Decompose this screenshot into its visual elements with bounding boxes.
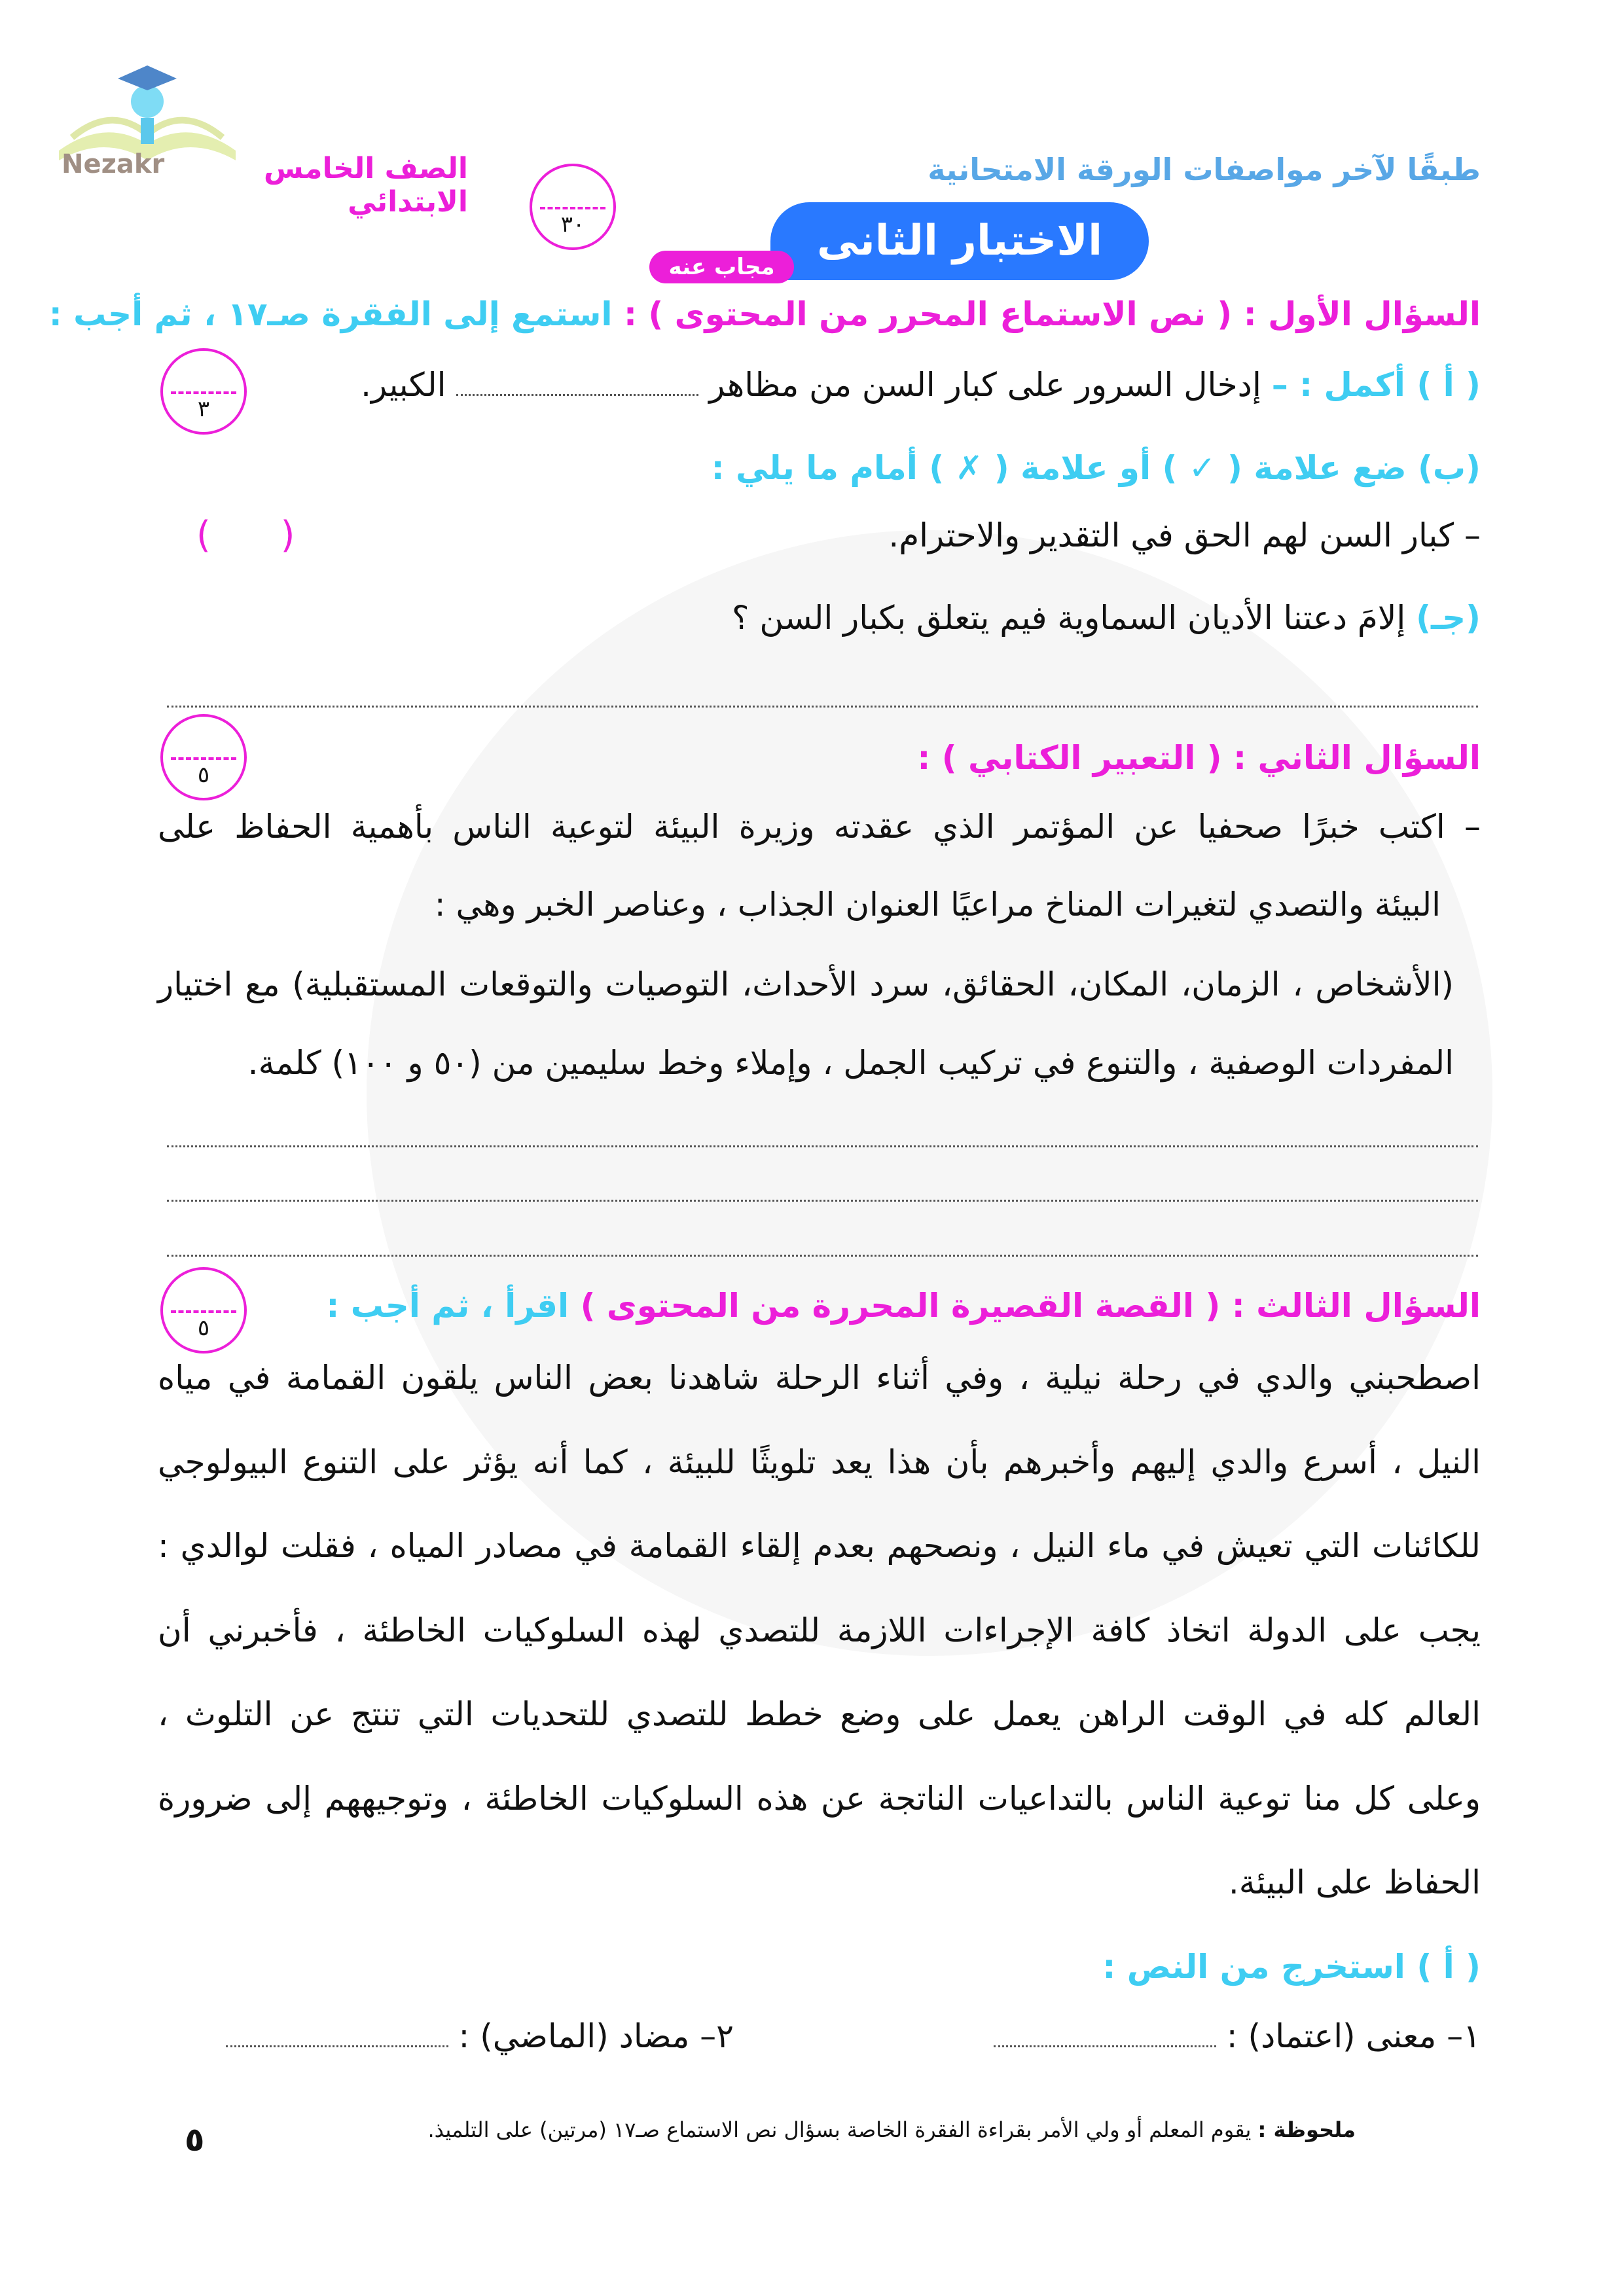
graduation-book-icon <box>52 52 242 164</box>
q2-line: (الأشخاص ، الزمان، المكان، الحقائق، سرد الأحداث، التوصيات والتوقعات المستقبلية) مع اختيار <box>158 965 1454 1003</box>
q1-b-answer-box[interactable]: ( ) <box>196 514 295 556</box>
q1-score: ٣ <box>197 396 210 422</box>
q3-item-2 <box>226 2017 734 2055</box>
answer-line[interactable] <box>167 1145 1478 1147</box>
q3-item-1-label: ١– معنى (اعتماد) : <box>1226 2017 1481 2055</box>
q1-b-statement: – كبار السن لهم الحق في التقدير والاحترام. <box>888 516 1481 554</box>
footer-note-label: ملحوظة : <box>1257 2117 1356 2142</box>
q2-line: – اكتب خبرًا صحفيا عن المؤتمر الذي عقدته وزيرة البيئة لتوعية الناس بأهمية الحفاظ على <box>158 808 1481 846</box>
exam-title-text: الاختبار الثانى <box>816 217 1103 265</box>
q2-score: ٥ <box>197 762 210 788</box>
q3-item-1-blank[interactable] <box>994 2045 1216 2047</box>
story-line: للكائنات التي تعيش في ماء النيل ، ونصحهم بعدم إلقاء القمامة في مصادر المياه ، فقلت لوالدي : <box>158 1527 1481 1565</box>
q1-a-text: إدخال السرور على كبار السن من مظاهر <box>709 366 1261 404</box>
q3-label: السؤال الثالث : ( القصة القصيرة المحررة من المحتوى ) <box>580 1287 1481 1325</box>
story-line: يجب على الدولة اتخاذ كافة الإجراءات اللازمة للتصدي لهذه السلوكيات الخاطئة ، فأخبرني أن <box>158 1611 1481 1649</box>
q1-heading <box>48 295 1481 333</box>
page-number: ٥ <box>185 2121 205 2159</box>
story-line: العالم كله في الوقت الراهن يعمل على وضع خطط للتصدي للتحديات التي تنتج عن التلوث ، <box>158 1695 1481 1733</box>
q2-heading: السؤال الثاني : ( التعبير الكتابي ) : <box>917 739 1481 777</box>
exam-title <box>770 202 1149 280</box>
story-line: اصطحبني والدي في رحلة نيلية ، وفي أثناء الرحلة شاهدنا بعض الناس يلقون القمامة في مياه <box>158 1359 1481 1397</box>
story-line: وعلى كل منا توعية الناس بالتداعيات الناتجة عن هذه السلوكيات الخاطئة ، وتوجيههم إلى ضرورة <box>158 1780 1481 1818</box>
answer-line[interactable] <box>167 1255 1478 1257</box>
q3-a-label: ( أ ) استخرج من النص : <box>1102 1948 1481 1986</box>
q1-b-label: (ب) ضع علامة ( ✓ ) أو علامة ( ✗ ) أمام ما يلي : <box>711 449 1481 487</box>
q1-c <box>731 599 1481 637</box>
q1-a-end: الكبير. <box>361 366 446 404</box>
q3-instruction: اقرأ ، ثم أجب : <box>326 1287 569 1325</box>
q3-score: ٥ <box>197 1315 210 1341</box>
q3-item-2-blank[interactable] <box>226 2045 448 2047</box>
q1-instruction: استمع إلى الفقرة صـ١٧ ، ثم أجب : <box>48 295 613 333</box>
grade-label: الصف الخامس الابتدائي <box>264 152 468 219</box>
q1-score-circle <box>160 348 247 435</box>
q3-item-2-label: ٢– مضاد (الماضي) : <box>458 2017 734 2055</box>
q1-c-text: إلامَ دعتنا الأديان السماوية فيم يتعلق بكبار السن ؟ <box>731 599 1406 637</box>
q1-label: السؤال الأول : ( نص الاستماع المحرر من المحتوى ) : <box>623 295 1481 333</box>
q3-heading <box>326 1287 1481 1325</box>
q2-line: البيئة والتصدي لتغيرات المناخ مراعيًا العنوان الجذاب ، وعناصر الخبر وهي : <box>434 886 1441 924</box>
q1-a-label: ( أ ) أكمل : – <box>1271 366 1481 404</box>
footer-note-text: يقوم المعلم أو ولي الأمر بقراءة الفقرة الخاصة بسؤال نص الاستماع صـ١٧ (مرتين) على التلميذ. <box>427 2117 1252 2142</box>
story-line: الحفاظ على البيئة. <box>1228 1863 1481 1901</box>
footer-note <box>427 2119 1356 2140</box>
total-score-circle <box>530 164 616 250</box>
answer-line[interactable] <box>167 706 1478 708</box>
logo-text: Nezakr <box>62 149 165 179</box>
story-line: النيل ، أسرع والدي إليهم وأخبرهم بأن هذا يعد تلويثًا للبيئة ، كما أنه يؤثر على التنوع البيولوجي <box>158 1443 1481 1481</box>
q2-line: المفردات الوصفية ، والتنوع في تركيب الجمل ، وإملاء وخط سليمين من (٥٠ و ١٠٠) كلمة. <box>247 1044 1454 1082</box>
q1-a-blank[interactable] <box>456 394 698 396</box>
q3-score-circle <box>160 1267 247 1354</box>
total-score: ٣٠ <box>560 211 585 238</box>
answered-badge: مجاب عنه <box>649 251 794 283</box>
q1-c-label: (جـ) <box>1416 599 1481 637</box>
answer-line[interactable] <box>167 1200 1478 1202</box>
exam-spec: طبقًا لآخر مواصفات الورقة الامتحانية <box>928 152 1481 187</box>
q2-score-circle <box>160 714 247 800</box>
watermark <box>367 530 1492 1656</box>
q3-item-1 <box>994 2017 1481 2055</box>
q1-a <box>361 366 1481 404</box>
